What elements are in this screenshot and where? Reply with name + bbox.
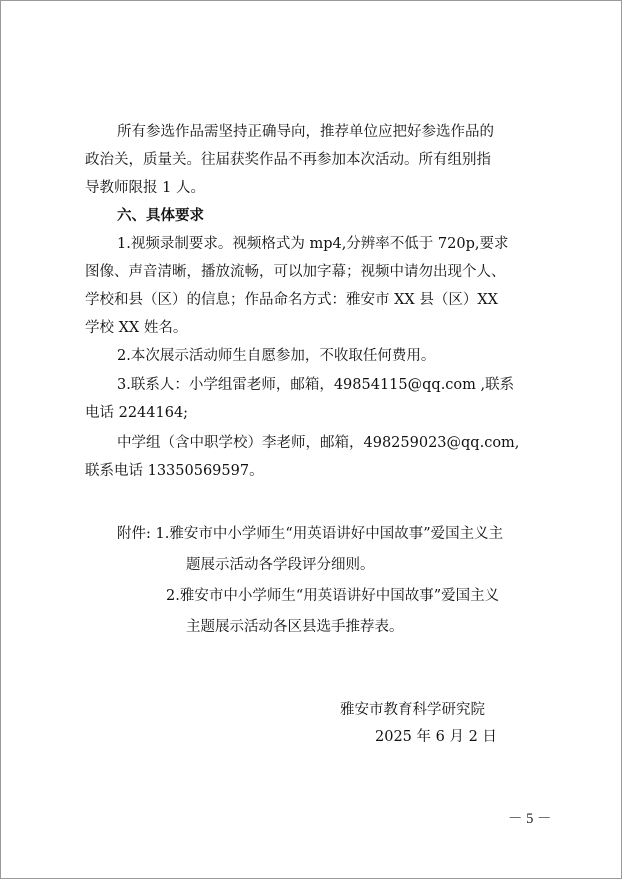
text-line: 3.联系人：小学组雷老师，邮箱，49854115@qq.com ,联系 <box>117 377 515 393</box>
issue-date: 2025 年 6 月 2 日 <box>375 729 497 745</box>
text-line: 电话 2244164; <box>85 405 189 421</box>
paragraph-contact-primary <box>85 371 545 427</box>
issuing-organization: 雅安市教育科学研究院 <box>340 702 485 718</box>
text-line: 图像、声音清晰，播放流畅，可以加字幕；视频中请勿出现个人、 <box>85 264 506 280</box>
text-line: 联系电话 13350569597。 <box>85 463 264 479</box>
paragraph-voluntary <box>85 342 545 370</box>
paragraph-entry-rules <box>85 118 545 202</box>
page-number: － 5 － <box>508 811 552 827</box>
text-line: 1.视频录制要求。视频格式为 mp4,分辨率不低于 720p,要求 <box>117 236 509 252</box>
attachments-list <box>117 519 557 643</box>
text-line: 中学组（含中职学校）李老师，邮箱，498259023@qq.com, <box>117 435 520 451</box>
paragraph-video-requirements <box>85 230 545 342</box>
text-line: 2.本次展示活动师生自愿参加，不收取任何费用。 <box>117 348 436 364</box>
attachment-1-line: 附件: 1.雅安市中小学师生“用英语讲好中国故事”爱国主义主 <box>117 526 504 542</box>
text-line: 学校 XX 姓名。 <box>85 320 188 336</box>
section-title: 六、具体要求 <box>117 208 204 224</box>
text-line: 所有参选作品需坚持正确导向，推荐单位应把好参选作品的 <box>117 124 494 140</box>
text-line: 政治关，质量关。往届获奖作品不再参加本次活动。所有组别指 <box>85 152 491 168</box>
attachment-2-line: 2.雅安市中小学师生“用英语讲好中国故事”爱国主义 <box>166 588 500 604</box>
attachment-2-line: 主题展示活动各区县选手推荐表。 <box>186 619 404 635</box>
section-heading <box>85 202 545 230</box>
text-line: 导教师限报 1 人。 <box>85 180 205 196</box>
text-line: 学校和县（区）的信息；作品命名方式：雅安市 XX 县（区）XX <box>85 292 499 308</box>
attachment-1-line: 题展示活动各学段评分细则。 <box>186 557 375 573</box>
paragraph-contact-secondary <box>85 429 545 485</box>
